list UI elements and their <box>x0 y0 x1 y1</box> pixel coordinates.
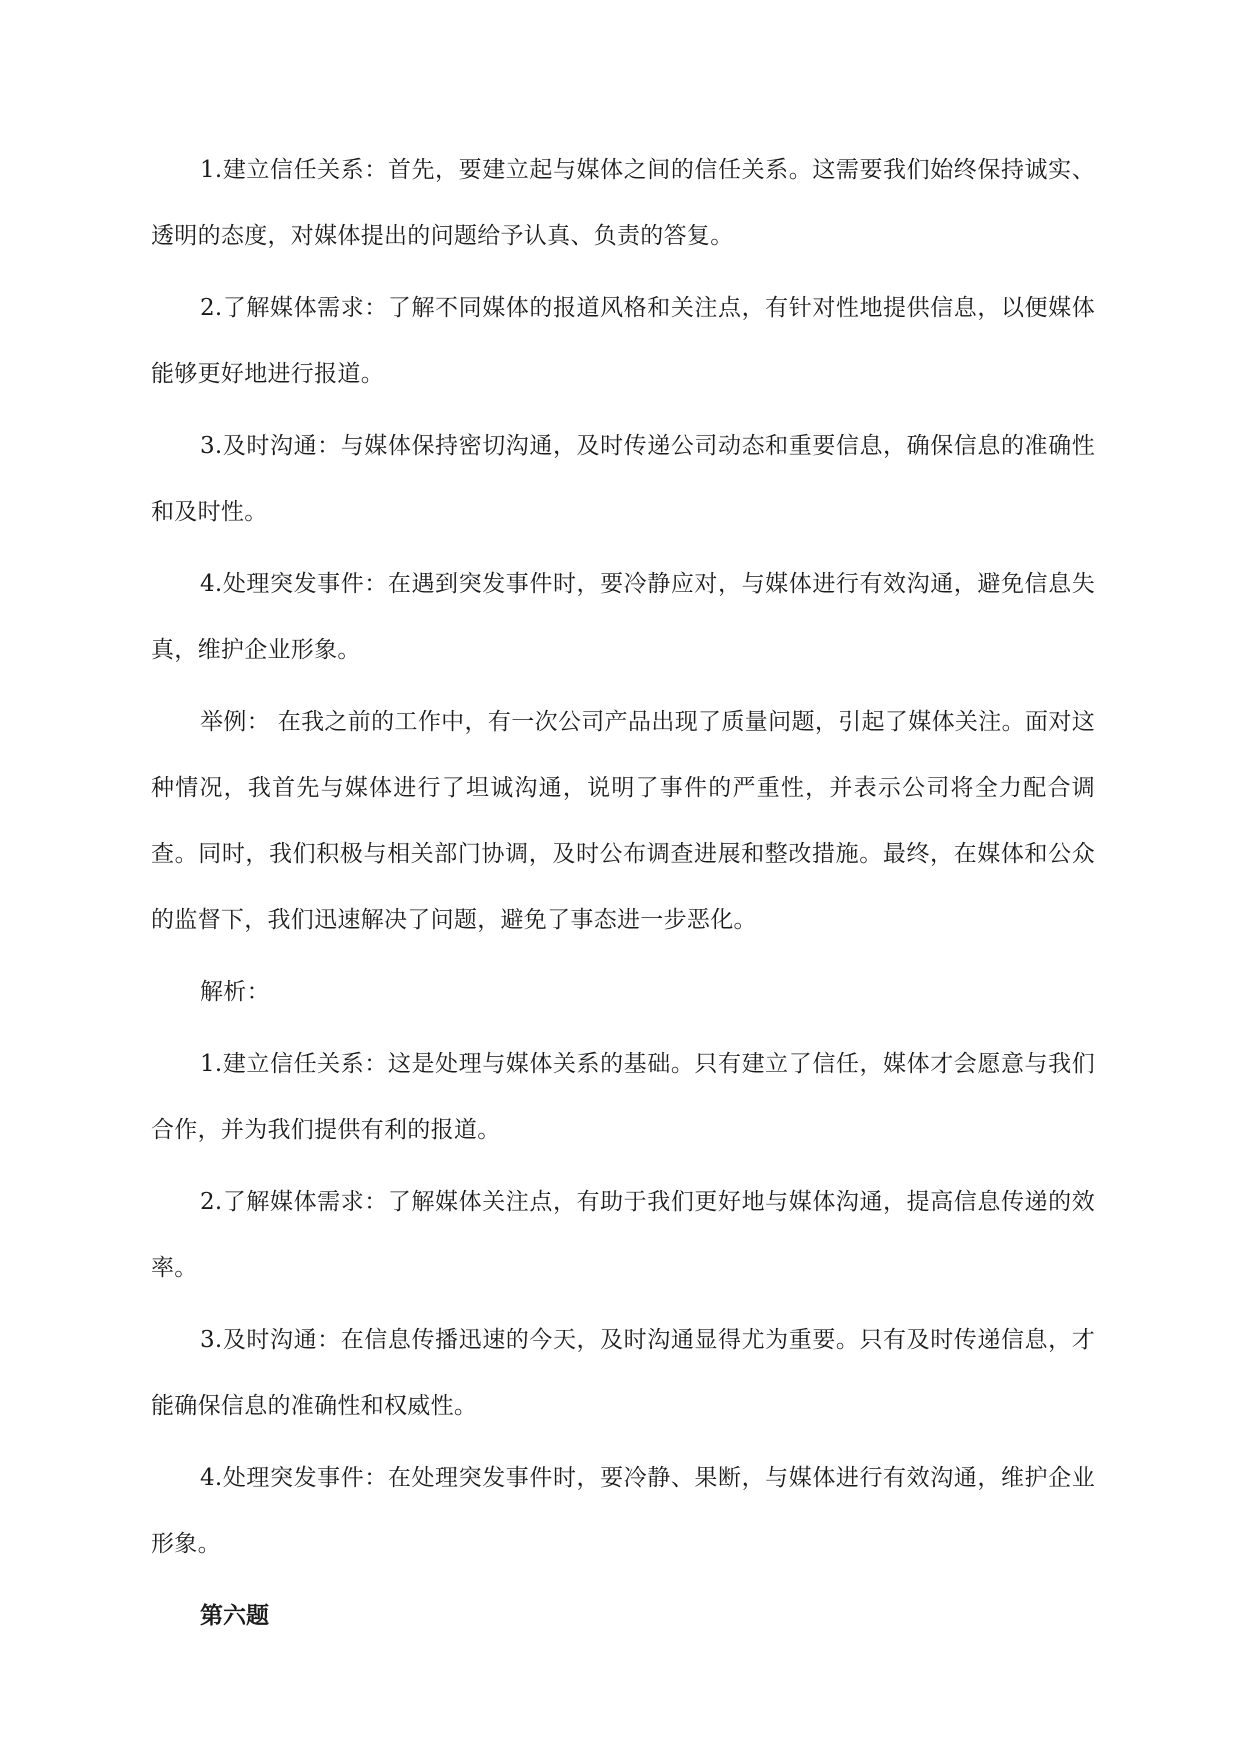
paragraph-analysis-trust: 1.建立信任关系：这是处理与媒体关系的基础。只有建立了信任，媒体才会愿意与我们合作，并为我们提供有利的报道。 <box>151 1051 1095 1143</box>
paragraph-trust: 1.建立信任关系：首先，要建立起与媒体之间的信任关系。这需要我们始终保持诚实、透明的态度，对媒体提出的问题给予认真、负责的答复。 <box>151 157 1095 249</box>
paragraph-example: 举例： 在我之前的工作中，有一次公司产品出现了质量问题，引起了媒体关注。面对这种情况，我首先与媒体进行了坦诚沟通，说明了事件的严重性，并表示公司将全力配合调查。同时，我们积极与相关部门协调，及时公布调查进展和整改措施。最终，在媒体和公众的监督下，我们迅速解决了问题，避免了事态进一步恶化。 <box>151 709 1095 933</box>
document-page <box>151 137 1095 1649</box>
paragraph-media-needs: 2.了解媒体需求：了解不同媒体的报道风格和关注点，有针对性地提供信息，以便媒体能够更好地进行报道。 <box>151 295 1095 387</box>
paragraph-analysis-label: 解析： <box>200 979 270 1005</box>
section-heading: 第六题 <box>200 1603 269 1629</box>
paragraph-timely-communication: 3.及时沟通：与媒体保持密切沟通，及时传递公司动态和重要信息，确保信息的准确性和及时性。 <box>151 433 1095 525</box>
paragraph-analysis-timely: 3.及时沟通：在信息传播迅速的今天，及时沟通显得尤为重要。只有及时传递信息，才能确保信息的准确性和权威性。 <box>151 1327 1095 1419</box>
paragraph-emergencies: 4.处理突发事件：在遇到突发事件时，要冷静应对，与媒体进行有效沟通，避免信息失真，维护企业形象。 <box>151 571 1095 663</box>
paragraph-analysis-emergencies: 4.处理突发事件：在处理突发事件时，要冷静、果断，与媒体进行有效沟通，维护企业形象。 <box>151 1465 1095 1557</box>
paragraph-analysis-media-needs: 2.了解媒体需求：了解媒体关注点，有助于我们更好地与媒体沟通，提高信息传递的效率。 <box>151 1189 1095 1281</box>
